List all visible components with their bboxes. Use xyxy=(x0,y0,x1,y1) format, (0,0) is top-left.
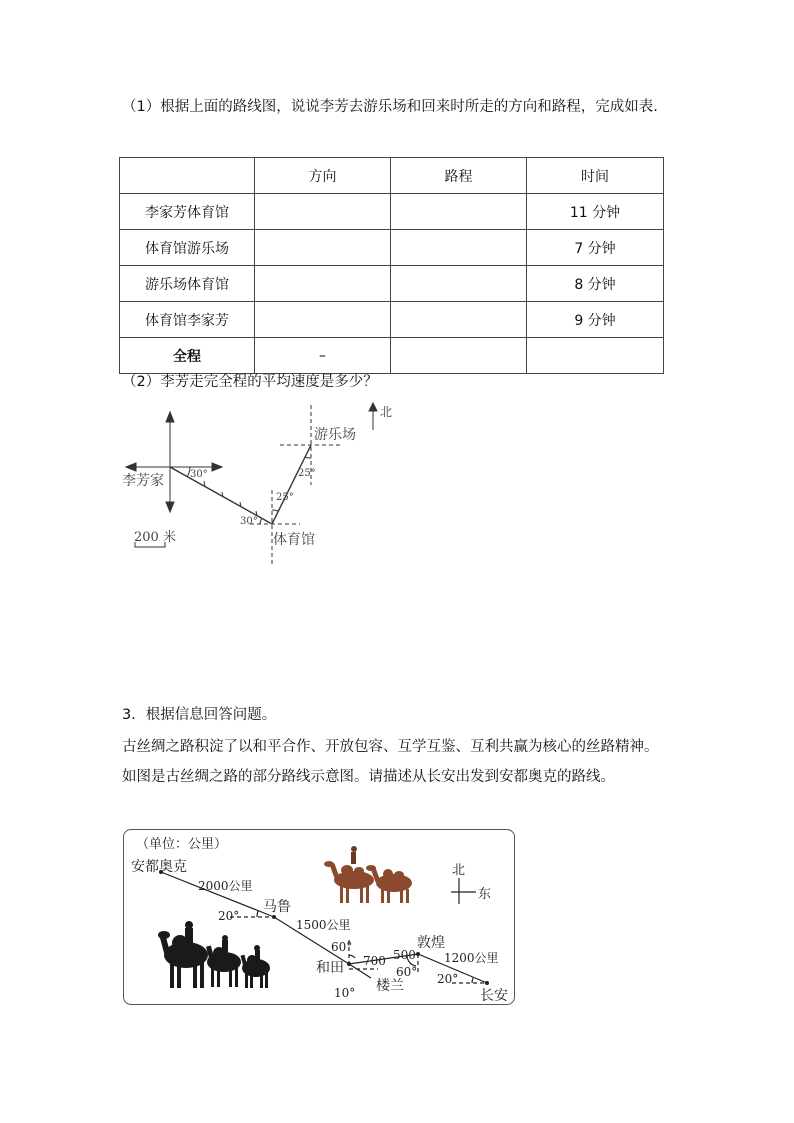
angle-changan-label: 20° xyxy=(437,972,459,986)
table-header-direction: 方向 xyxy=(255,158,391,194)
hetian-label: 和田 xyxy=(316,960,344,976)
distance-dunhuang-changan: 1200公里 xyxy=(444,951,499,965)
angle-hetian-top-label: 60° xyxy=(331,940,353,954)
total-label: 全程 xyxy=(120,338,255,374)
park-label: 游乐场 xyxy=(314,427,356,443)
camel-caravan-icon xyxy=(324,846,412,903)
scale-label: 200 米 xyxy=(134,530,176,545)
angle-park-label: 25° xyxy=(298,468,316,479)
question-1-text: （1）根据上面的路线图，说说李芳去游乐场和回来时所走的方向和路程，完成如表. xyxy=(122,99,658,115)
question-3-body: 古丝绸之路积淀了以和平合作、开放包容、互学互鉴、互利共赢为核心的丝路精神。如图是古丝绸之路的部分路线示意图。请描述从长安出发到安都奥克的路线。 xyxy=(122,739,659,785)
home-label: 李芳家 xyxy=(122,473,164,489)
loulan-label: 楼兰 xyxy=(376,978,404,994)
malu-label: 马鲁 xyxy=(263,899,291,915)
time-cell: 7 分钟 xyxy=(527,230,664,266)
table-header-time: 时间 xyxy=(527,158,664,194)
time-cell: 9 分钟 xyxy=(527,302,664,338)
distance-malu-hetian: 1500公里 xyxy=(296,918,351,932)
time-cell: 11 分钟 xyxy=(527,194,664,230)
angle-hetian-bottom-label: 10° xyxy=(334,986,356,1000)
angle-arc xyxy=(349,955,355,958)
row-label: 李家芳体育馆 xyxy=(120,194,255,230)
row-label: 游乐场体育馆 xyxy=(120,266,255,302)
map-unit-label: （单位：公里） xyxy=(136,837,228,852)
row-label: 体育馆李家芳 xyxy=(120,302,255,338)
angle-gym-top-label: 25° xyxy=(276,492,294,503)
angle-loulan-label: 60° xyxy=(396,965,418,979)
distance-hetian-loulan: 700 xyxy=(363,954,386,968)
total-direction: – xyxy=(255,338,391,374)
time-cell: 8 分钟 xyxy=(527,266,664,302)
hetian-point xyxy=(347,962,351,966)
dunhuang-point xyxy=(416,952,420,956)
table-header-distance: 路程 xyxy=(391,158,527,194)
compass-north-label: 北 xyxy=(452,863,466,878)
question-2-text: （2）李芳走完全程的平均速度是多少？ xyxy=(122,374,378,390)
gym-label: 体育馆 xyxy=(273,532,315,548)
angle-arc xyxy=(257,911,258,917)
angle-home-label: 30° xyxy=(190,469,208,480)
changan-point xyxy=(485,981,489,985)
angle-gym-bottom-label: 30° xyxy=(240,516,258,527)
question-3-title: 3．根据信息回答问题。 xyxy=(122,707,277,723)
camel-silhouette-icon xyxy=(158,921,270,988)
distance-andu-malu: 2000公里 xyxy=(198,879,253,893)
north-label: 北 xyxy=(380,405,393,419)
malu-point xyxy=(272,915,276,919)
distance-loulan-dunhuang: 500 xyxy=(393,948,416,962)
dunhuang-label: 敦煌 xyxy=(417,935,445,951)
angle-arc xyxy=(472,978,473,983)
row-label: 体育馆游乐场 xyxy=(120,230,255,266)
angle-malu-label: 20° xyxy=(218,909,240,923)
compass-east-label: 东 xyxy=(478,887,492,902)
changan-label: 长安 xyxy=(480,988,508,1004)
andu-label: 安都奥克 xyxy=(131,859,187,875)
